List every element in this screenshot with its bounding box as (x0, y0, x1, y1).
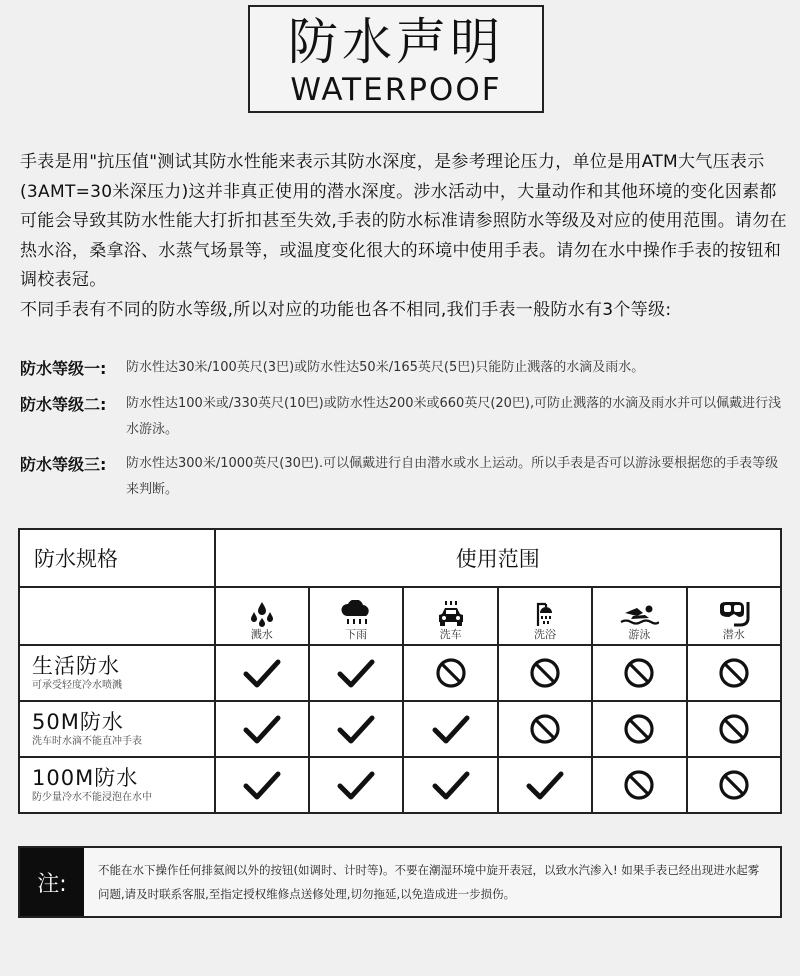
column-header (403, 587, 497, 645)
blank-cell (19, 587, 215, 645)
mark-cell (687, 757, 781, 813)
level-name: 防水等级二: (20, 395, 107, 414)
check-icon (431, 768, 471, 802)
column-label: 溅水 (250, 628, 273, 641)
mark-cell (498, 701, 592, 757)
diving-mask-icon (716, 600, 752, 628)
prohibited-icon (717, 768, 751, 802)
column-header (215, 587, 309, 645)
shower-icon (530, 600, 560, 628)
mark-cell (215, 701, 309, 757)
column-label: 洗车 (439, 628, 462, 641)
mark-cell (309, 757, 403, 813)
prohibited-icon (622, 768, 656, 802)
check-icon (431, 712, 471, 746)
mark-cell (403, 757, 497, 813)
prohibited-icon (528, 712, 562, 746)
spec-header: 防水规格 (19, 529, 215, 587)
check-icon (242, 656, 282, 690)
page-title: 防水声明 (288, 13, 504, 71)
row-title: 100M防水 (32, 766, 139, 790)
column-header (592, 587, 686, 645)
mark-cell (592, 757, 686, 813)
row-header (19, 701, 215, 757)
prohibited-icon (717, 712, 751, 746)
level-item (20, 451, 790, 503)
mark-cell (215, 757, 309, 813)
level-name: 防水等级一: (20, 359, 107, 378)
column-header (309, 587, 403, 645)
usage-header: 使用范围 (215, 529, 781, 587)
prohibited-icon (622, 656, 656, 690)
car-wash-icon (434, 600, 468, 628)
prohibited-icon (622, 712, 656, 746)
note-tag: 注: (20, 848, 84, 916)
note-box (18, 846, 782, 918)
row-header (19, 645, 215, 701)
prohibited-icon (528, 656, 562, 690)
title-box (248, 5, 544, 113)
prohibited-icon (717, 656, 751, 690)
level-item (20, 391, 790, 443)
mark-cell (687, 645, 781, 701)
check-icon (242, 712, 282, 746)
intro-levels-lead: 不同手表有不同的防水等级,所以对应的功能也各不相同,我们手表一般防水有3个等级: (20, 299, 672, 320)
level-item (20, 355, 790, 383)
check-icon (336, 712, 376, 746)
check-icon (336, 768, 376, 802)
column-header (687, 587, 781, 645)
row-subtitle: 洗车时水滴不能直冲手表 (32, 736, 142, 747)
mark-cell (309, 645, 403, 701)
droplets-icon (247, 600, 277, 628)
row-title: 生活防水 (32, 654, 120, 678)
prohibited-icon (434, 656, 468, 690)
intro-text (20, 148, 790, 325)
mark-cell (687, 701, 781, 757)
mark-cell (592, 645, 686, 701)
mark-cell (498, 645, 592, 701)
column-header (498, 587, 592, 645)
intro-paragraph: 手表是用"抗压值"测试其防水性能来表示其防水深度，是参考理论压力，单位是用ATM大气压表示(3AMT=30米深压力)这并非真正使用的潜水深度。涉水活动中，大量动作和其他环境的变化因素都可能会导致其防水性能大打折扣甚至失效,手表的防水标准请参照防水等级及对应的使用范围。请勿在热水浴，桑拿浴、水蒸气场景等，或温度变化很大的环境中使用手表。请勿在水中操作手表的按钮和调校表冠。 (20, 152, 787, 290)
spec-table (18, 528, 782, 814)
check-icon (336, 656, 376, 690)
level-desc: 防水性达300米/1000英尺(30巴).可以佩戴进行自由潜水或水上运动。所以手表是否可以游泳要根据您的手表等级来判断。 (126, 456, 779, 497)
check-icon (525, 768, 565, 802)
page-subtitle: WATERPOOF (290, 72, 502, 108)
row-header (19, 757, 215, 813)
column-label: 洗浴 (533, 628, 556, 641)
column-label: 下雨 (345, 628, 368, 641)
mark-cell (498, 757, 592, 813)
row-title: 50M防水 (32, 710, 124, 734)
level-desc: 防水性达30米/100英尺(3巴)或防水性达50米/165英尺(5巴)只能防止溅落的水滴及雨水。 (126, 360, 645, 375)
note-text: 不能在水下操作任何排氦阀以外的按钮(如调时、计时等)。不要在潮湿环境中旋开表冠，以致水汽渗入! 如果手表已经出现进水起雾问题,请及时联系客服,至指定授权维修点送修处理,切勿拖延,以免造成进一步损伤。 (98, 863, 760, 901)
mark-cell (215, 645, 309, 701)
row-subtitle: 可承受轻度冷水喷溅 (32, 680, 122, 691)
row-subtitle: 防少量冷水不能浸泡在水中 (32, 792, 152, 803)
check-icon (242, 768, 282, 802)
level-desc: 防水性达100米或/330英尺(10巴)或防水性达200米或660英尺(20巴),可防止溅落的水滴及雨水并可以佩戴进行浅水游泳。 (126, 396, 782, 437)
level-name: 防水等级三: (20, 455, 107, 474)
swimmer-icon (619, 600, 659, 628)
mark-cell (309, 701, 403, 757)
mark-cell (592, 701, 686, 757)
mark-cell (403, 701, 497, 757)
column-label: 游泳 (628, 628, 651, 641)
mark-cell (403, 645, 497, 701)
column-label: 潜水 (722, 628, 745, 641)
level-list (20, 355, 790, 511)
rain-cloud-icon (338, 600, 374, 628)
